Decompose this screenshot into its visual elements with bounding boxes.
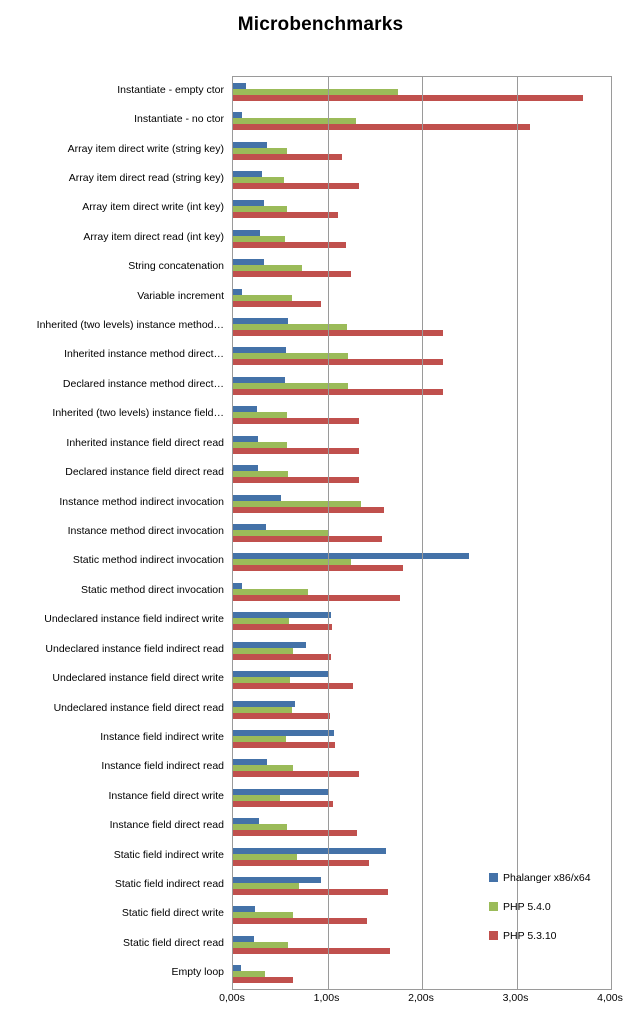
- bar: [233, 536, 382, 542]
- bar: [233, 830, 357, 836]
- bar: [233, 95, 583, 101]
- chart-legend: [489, 870, 629, 957]
- value-axis-labels: [219, 992, 623, 1012]
- legend-item: [489, 870, 629, 885]
- category-label: Instance field indirect read: [101, 760, 224, 773]
- category-label: Inherited (two levels) instance field…: [52, 407, 224, 420]
- bar: [233, 212, 338, 218]
- category-label: Array item direct read (int key): [83, 230, 224, 243]
- category-label: Declared instance field direct read: [65, 466, 224, 479]
- category-label: Static field indirect write: [113, 848, 224, 861]
- bar: [233, 860, 369, 866]
- plot-area: [232, 76, 612, 990]
- legend-label: Phalanger x86/x64: [503, 871, 591, 884]
- category-axis-labels: [0, 76, 228, 990]
- bar: [233, 330, 443, 336]
- category-label: Instance field indirect write: [100, 730, 224, 743]
- legend-swatch-icon: [489, 931, 498, 940]
- category-label: Instance field direct write: [108, 789, 224, 802]
- category-label: Static method indirect invocation: [72, 554, 224, 567]
- legend-swatch-icon: [489, 902, 498, 911]
- value-tick-label: 4,00s: [597, 992, 623, 1004]
- bar: [233, 565, 403, 571]
- legend-item: [489, 928, 629, 943]
- bar: [233, 654, 331, 660]
- value-tick-label: 1,00s: [313, 992, 340, 1004]
- category-label: Static field direct write: [121, 907, 224, 920]
- category-label: Inherited instance method direct…: [64, 348, 224, 361]
- category-label: Instance method direct invocation: [67, 525, 224, 537]
- value-tick-label: 0,00s: [219, 992, 245, 1004]
- bar: [233, 154, 342, 160]
- category-label: Declared instance method direct…: [62, 377, 224, 390]
- bar: [233, 448, 359, 454]
- legend-label: PHP 5.4.0: [503, 900, 551, 913]
- category-label: Instance field direct read: [109, 819, 224, 832]
- bar: [233, 418, 359, 424]
- bar: [233, 801, 333, 807]
- category-label: Inherited (two levels) instance method…: [36, 319, 224, 332]
- bar: [233, 595, 400, 601]
- category-label: Inherited instance field direct read: [66, 436, 224, 449]
- bar: [233, 271, 351, 277]
- value-tick-label: 3,00s: [502, 992, 529, 1004]
- gridline: [517, 77, 518, 989]
- bar: [233, 359, 443, 365]
- bar: [233, 507, 384, 513]
- bar: [233, 183, 359, 189]
- bar: [233, 742, 335, 748]
- category-label: Undeclared instance field direct write: [52, 672, 224, 685]
- category-label: Variable increment: [137, 289, 224, 302]
- category-label: String concatenation: [128, 260, 224, 273]
- legend-swatch-icon: [489, 873, 498, 882]
- category-label: Undeclared instance field indirect write: [44, 613, 224, 626]
- category-label: Instantiate - empty ctor: [117, 83, 224, 96]
- category-label: Array item direct read (string key): [68, 171, 224, 184]
- category-label: Undeclared instance field indirect read: [45, 642, 224, 655]
- bar: [233, 477, 359, 483]
- bar: [233, 889, 388, 895]
- chart-title: Microbenchmarks: [237, 14, 404, 35]
- legend-item: [489, 899, 629, 914]
- category-label: Empty loop: [171, 966, 224, 979]
- category-label: Static method direct invocation: [81, 583, 224, 596]
- bar: [233, 242, 346, 248]
- category-label: Array item direct write (string key): [67, 142, 224, 155]
- bar: [233, 977, 293, 983]
- category-label: Undeclared instance field direct read: [53, 701, 224, 714]
- category-label: Static field indirect read: [114, 878, 224, 891]
- bar: [233, 918, 367, 924]
- bar: [233, 389, 443, 395]
- gridline: [422, 77, 423, 989]
- value-tick-label: 2,00s: [408, 992, 434, 1004]
- gridline: [328, 77, 329, 989]
- category-label: Instantiate - no ctor: [134, 113, 224, 126]
- bar: [233, 948, 390, 954]
- bar: [233, 771, 359, 777]
- category-label: Static field direct read: [123, 936, 224, 949]
- bar: [233, 713, 330, 719]
- category-label: Instance method indirect invocation: [59, 495, 224, 508]
- category-label: Array item direct write (int key): [82, 201, 224, 214]
- bar: [233, 683, 353, 689]
- bar: [233, 624, 332, 630]
- bar: [233, 301, 321, 307]
- legend-label: PHP 5.3.10: [503, 929, 557, 942]
- bar: [233, 124, 530, 130]
